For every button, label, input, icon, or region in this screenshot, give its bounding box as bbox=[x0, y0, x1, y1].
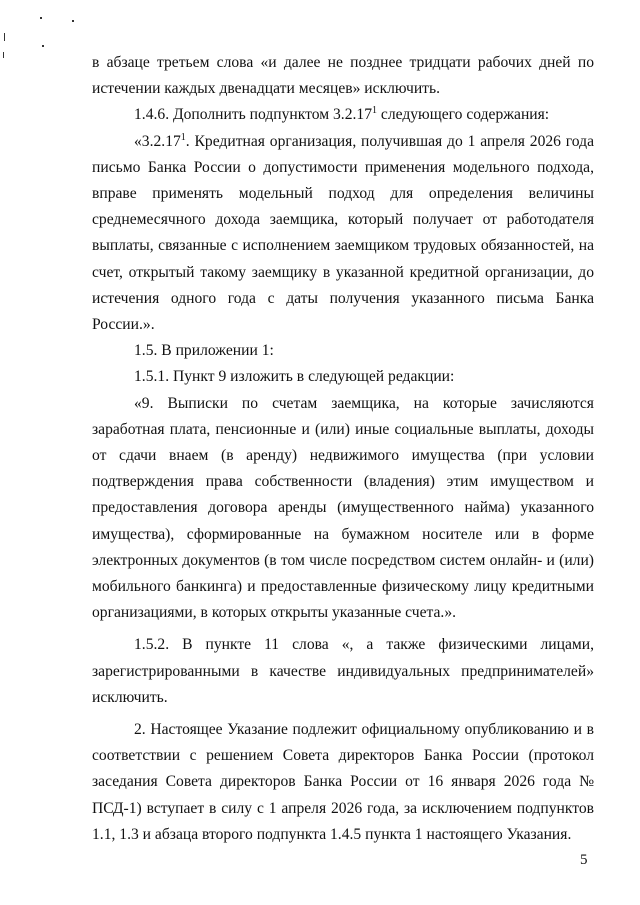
paragraph-text: 1.4.6. Дополнить подпунктом 3.2.17 bbox=[134, 106, 372, 124]
paragraph-text: . Кредитная организация, получившая до 1 апреля 2026 года письмо Банка России о допустимости применения модельного подхода, вправе применять модельный подход для определения величины среднемесячного дохода заемщика, который получает от работодателя выплаты, связанные с исполнением заемщиком трудовых обязанностей, на счет, открытый такому заемщику в указанной кредитной организации, до истечения одного года с даты получения указанного письма Банка России.». bbox=[92, 132, 594, 334]
scan-speck bbox=[42, 45, 44, 47]
paragraph: 1.5.1. Пункт 9 изложить в следующей редакции: bbox=[134, 368, 455, 386]
scan-speck bbox=[40, 17, 42, 19]
scan-speck bbox=[4, 33, 5, 41]
scan-speck bbox=[3, 52, 4, 58]
paragraph: «9. Выписки по счетам заемщика, на которые зачисляются заработная плата, пенсионные и (или) иные социальные выплаты, доходы от сдачи внаем (в аренду) недвижимого имущества (при условии подтверждения права собственности (владения) этим имуществом и предоставления договора аренды (имущественного найма) указанного имущества), сформированные на бумажном носителе или в форме электронных документов (в том числе посредством систем онлайн- и (или) мобильного банкинга) и предоставленные физическому лицу кредитными организациями, в которых открыты указанные счета.». bbox=[92, 394, 594, 622]
page-number: 5 bbox=[580, 852, 588, 868]
superscript: 1 bbox=[372, 105, 377, 117]
paragraph: 1.5.2. В пункте 11 слова «, а также физическими лицами, зарегистрированными в качестве индивидуальных предпринимателей» исключить. bbox=[92, 636, 594, 706]
superscript: 1 bbox=[180, 131, 186, 143]
paragraph-text: следующего содержания: bbox=[377, 106, 550, 124]
paragraph: 2. Настоящее Указание подлежит официальному опубликованию и в соответствии с решением Совета директоров Банка России (протокол заседания Совета директоров Банка России от 16 января 2026 года № ПСД-1) вступает в силу с 1 апреля 2026 года, за исключением подпунктов 1.1, 1.3 и абзаца второго подпункта 1.4.5 пункта 1 настоящего Указания. bbox=[92, 721, 594, 843]
paragraph bbox=[92, 129, 594, 339]
paragraph: 1.5. В приложении 1: bbox=[134, 342, 274, 360]
paragraph: в абзаце третьем слова «и далее не позднее тридцати рабочих дней по истечении каждых двенадцати месяцев» исключить. bbox=[92, 54, 594, 98]
paragraph bbox=[92, 102, 594, 128]
paragraph-text: «3.2.17 bbox=[134, 132, 181, 150]
scan-speck bbox=[72, 20, 74, 22]
document-body bbox=[92, 50, 594, 848]
